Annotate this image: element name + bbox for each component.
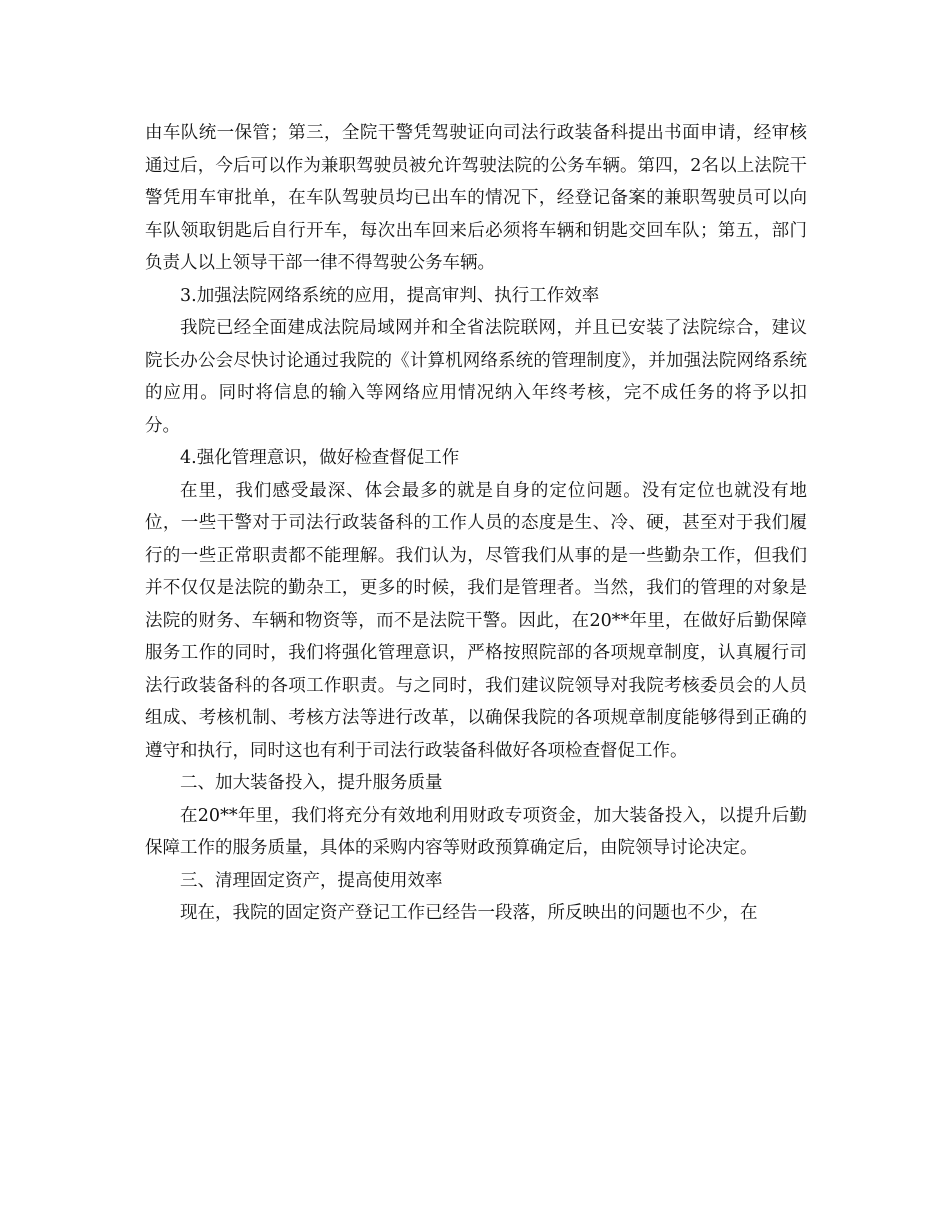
paragraph-equipment-investment: 在20**年里，我们将充分有效地利用财政专项资金，加大装备投入，以提升后勤保障工作的服务质量，具体的采购内容等财政预算确定后，由院领导讨论决定。 [145, 805, 807, 858]
heading-fixed-assets: 三、清理固定资产，提高使用效率 [180, 870, 443, 891]
paragraph-network-application: 我院已经全面建成法院局域网并和全省法院联网，并且已安装了法院综合，建议院长办公会尽快讨论通过我院的《计算机网络系统的管理制度》，并加强法院网络系统的应用。同时将信息的输入等网络应用情况纳入年终考核，完不成任务的将予以扣分。 [145, 318, 807, 436]
heading-equipment-investment: 二、加大装备投入，提升服务质量 [180, 773, 443, 793]
paragraph-vehicle-rules: 由车队统一保管；第三，全院干警凭驾驶证向司法行政装备科提出书面申请，经审核通过后，今后可以作为兼职驾驶员被允许驾驶法院的公务车辆。第四，2名以上法院干警凭用车审批单，在车队驾驶员均已出车的情况下，经登记备案的兼职驾驶员可以向车队领取钥匙后自行开车，每次出车回来后必须将车辆和钥匙交回车队；第五，部门负责人以上领导干部一律不得驾驶公务车辆。 [145, 123, 807, 273]
paragraph-fixed-assets: 现在，我院的固定资产登记工作已经告一段落，所反映出的问题也不少，在 [180, 903, 758, 923]
heading-management-awareness: 4.强化管理意识，做好检查督促工作 [180, 448, 460, 468]
paragraph-management-awareness: 在里，我们感受最深、体会最多的就是自身的定位问题。没有定位也就没有地位，一些干警对于司法行政装备科的工作人员的态度是生、冷、硬，甚至对于我们履行的一些正常职责都不能理解。我们认为，尽管我们从事的是一些勤杂工作，但我们并不仅仅是法院的勤杂工，更多的时候，我们是管理者。当然，我们的管理的对象是法院的财务、车辆和物资等，而不是法院干警。因此，在20**年里，在做好后勤保障服务工作的同时，我们将强化管理意识，严格按照院部的各项规章制度，认真履行司法行政装备科的各项工作职责。与之同时，我们建议院领导对我院考核委员会的人员组成、考核机制、考核方法等进行改革，以确保我院的各项规章制度能够得到正确的遵守和执行，同时这也有利于司法行政装备科做好各项检查督促工作。 [145, 480, 807, 761]
document-page [145, 117, 807, 930]
heading-network-application: 3.加强法院网络系统的应用，提高审判、执行工作效率 [180, 285, 600, 306]
